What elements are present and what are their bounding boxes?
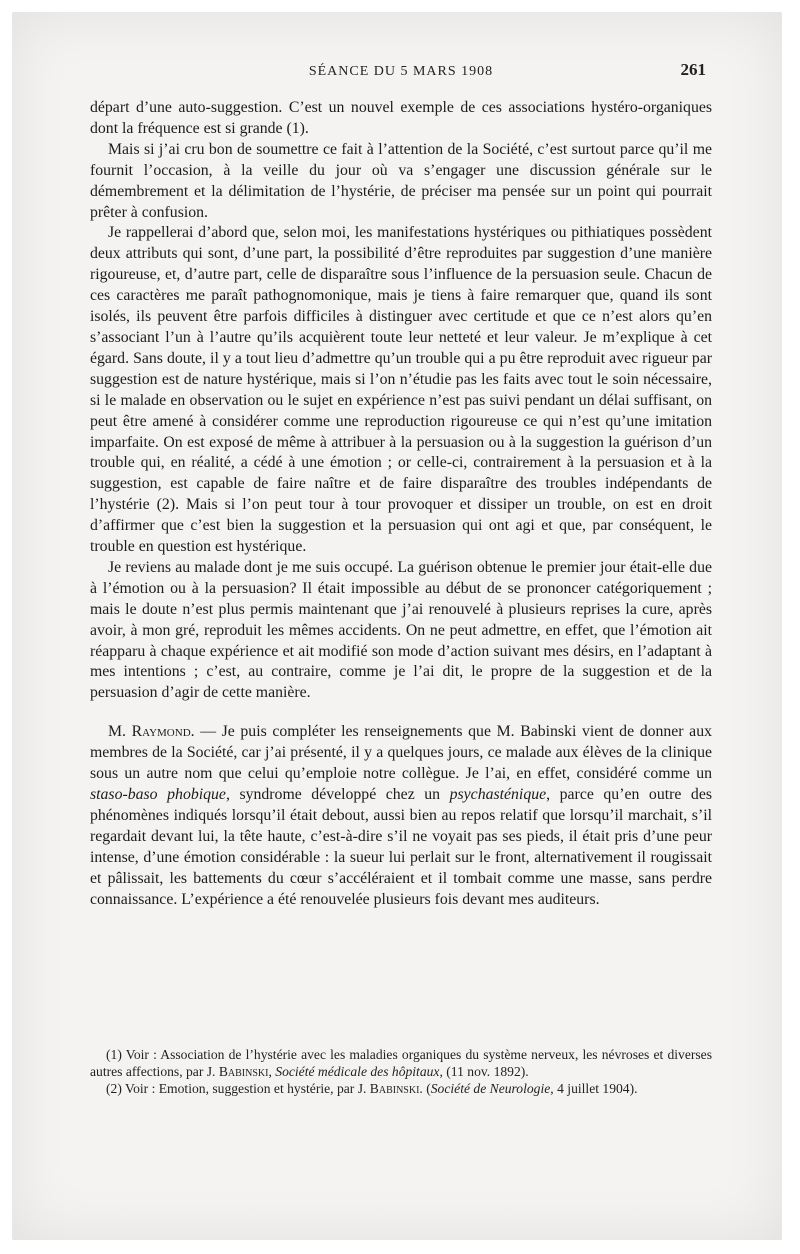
- raymond-paragraph: [90, 722, 712, 910]
- footnote-2-sep: . (: [419, 1081, 431, 1097]
- footnote-1-author: Babinski: [218, 1064, 269, 1080]
- footnote-1-date: , (11 nov. 1892).: [439, 1064, 529, 1080]
- footnote-2-journal: Société de Neurologie: [430, 1081, 551, 1097]
- footnote-1-sep: ,: [268, 1064, 276, 1080]
- paragraph-2: Mais si j’ai cru bon de soumettre ce fait à l’attention de la Société, c’est surtout parce qu’il me fournit l’occasion, à la veille du jour où va s’engager une discussion générale sur le démembrement et la délimitation de l’hystérie, de préciser ma pensée sur un point qui pourrait prêter à confusion.: [90, 140, 712, 221]
- page-header: [90, 60, 712, 86]
- footnote-1: [90, 1046, 712, 1080]
- body-text: [90, 98, 712, 910]
- footnote-2-date: , 4 juillet 1904).: [550, 1081, 638, 1097]
- raymond-text-b: , syndrome développé chez un: [225, 786, 450, 803]
- page-number: 261: [680, 60, 706, 79]
- footnote-2: [90, 1080, 712, 1097]
- footnote-2-author: Babinski: [369, 1081, 420, 1097]
- footnote-1-journal: Société médicale des hôpitaux: [275, 1064, 440, 1080]
- paragraph-3: Je rappellerai d’abord que, selon moi, les manifestations hystériques ou pithiatiques possèdent deux attributs qui sont, d’une part, la possibilité d’être reproduites par suggestion d’une manière rigoureuse, et, d’autre part, celle de disparaître sous l’influence de la persuasion seule. Chacun de ces caractères me paraît pathognomonique, mais je tiens à faire remarquer que, quand ils sont isolés, ils peuvent être parfois difficiles à distinguer avec certitude et que ce n’est alors qu’en s’associant l’un à l’autre qu’ils acquièrent toute leur netteté et leur valeur. Je m’explique à cet égard. Sans doute, il y a tout lieu d’admettre qu’un trouble qui a pu être reproduit avec rigueur par suggestion est de nature hystérique, mais si l’on n’étudie pas les faits avec tout le soin nécessaire, si le malade en observation ou le sujet en expérience n’est pas suivi pendant un délai suffisant, on peut être amené à considérer comme une reproduction rigoureuse ce qui n’est qu’une imitation imparfaite. On est exposé de même à attribuer à la persuasion ou à la suggestion la guérison d’un trouble qui, en réalité, a cédé à une émotion ; or celle-ci, contrairement à la persuasion et à la suggestion, est capable de faire naître et de faire disparaître des troubles indépendants de l’hystérie (2). Mais si l’on peut tour à tour provoquer et dissiper un trouble, on est en droit d’affirmer que c’est bien la suggestion et la persuasion qui ont agi et que, par conséquent, le trouble en question est hystérique.: [90, 224, 712, 556]
- footnotes: [90, 1046, 712, 1098]
- speaker-name: M. Raymond.: [108, 723, 195, 741]
- footnote-2-text: (2) Voir : Emotion, suggestion et hystérie, par J.: [106, 1081, 370, 1097]
- raymond-italic-a: staso-baso phobique: [90, 786, 226, 803]
- paragraph-1: départ d’une auto-suggestion. C’est un nouvel exemple de ces associations hystéro-organiques dont la fréquence est si grande (1).: [90, 99, 712, 137]
- raymond-italic-b: psychasténique: [449, 786, 547, 803]
- raymond-text-c: , parce qu’en outre des phénomènes indiqués lorsqu’il était debout, aussi bien au repos relatif que lorsqu’il marchait, s’il regardait devant lui, la tête haute, c’est-à-dire s’il ne voyait pas ses pieds, il était pris d’une peur intense, d’une émotion considérable : la sueur lui perlait sur le front, alternativement il rougissait et pâlissait, les battements du cœur s’accéléraient et il tombait comme une masse, sans perdre connaissance. L’expérience a été renouvelée plusieurs fois devant mes auditeurs.: [90, 786, 712, 908]
- running-head: SÉANCE DU 5 MARS 1908: [308, 64, 494, 79]
- raymond-text-a: — Je puis compléter les renseignements que M. Babinski vient de donner aux membres de la Société, car j’ai présenté, il y a quelques jours, ce malade aux élèves de la clinique sous un autre nom que celui qu’emploie notre collègue. Je l’ai, en effet, considéré comme un: [90, 723, 712, 783]
- section-gap: [90, 704, 712, 722]
- footnote-1-text: (1) Voir : Association de l’hystérie avec les maladies organiques du système nerveux, les névroses et diverses autres affections, par J.: [90, 1047, 712, 1080]
- paragraph-4: Je reviens au malade dont je me suis occupé. La guérison obtenue le premier jour était-elle due à l’émotion ou à la persuasion? Il était impossible au début de se prononcer catégoriquement ; mais le doute n’est plus permis maintenant que j’ai renouvelé à plusieurs reprises la cure, après avoir, à mon gré, reproduit les mêmes accidents. On ne peut admettre, en effet, que l’émotion ait réapparu à chaque expérience et ait modifié son mode d’action suivant mes désirs, en l’adaptant à mes intentions ; c’est, au contraire, comme je l’ai dit, le propre de la suggestion et de la persuasion d’agir de cette manière.: [90, 558, 712, 702]
